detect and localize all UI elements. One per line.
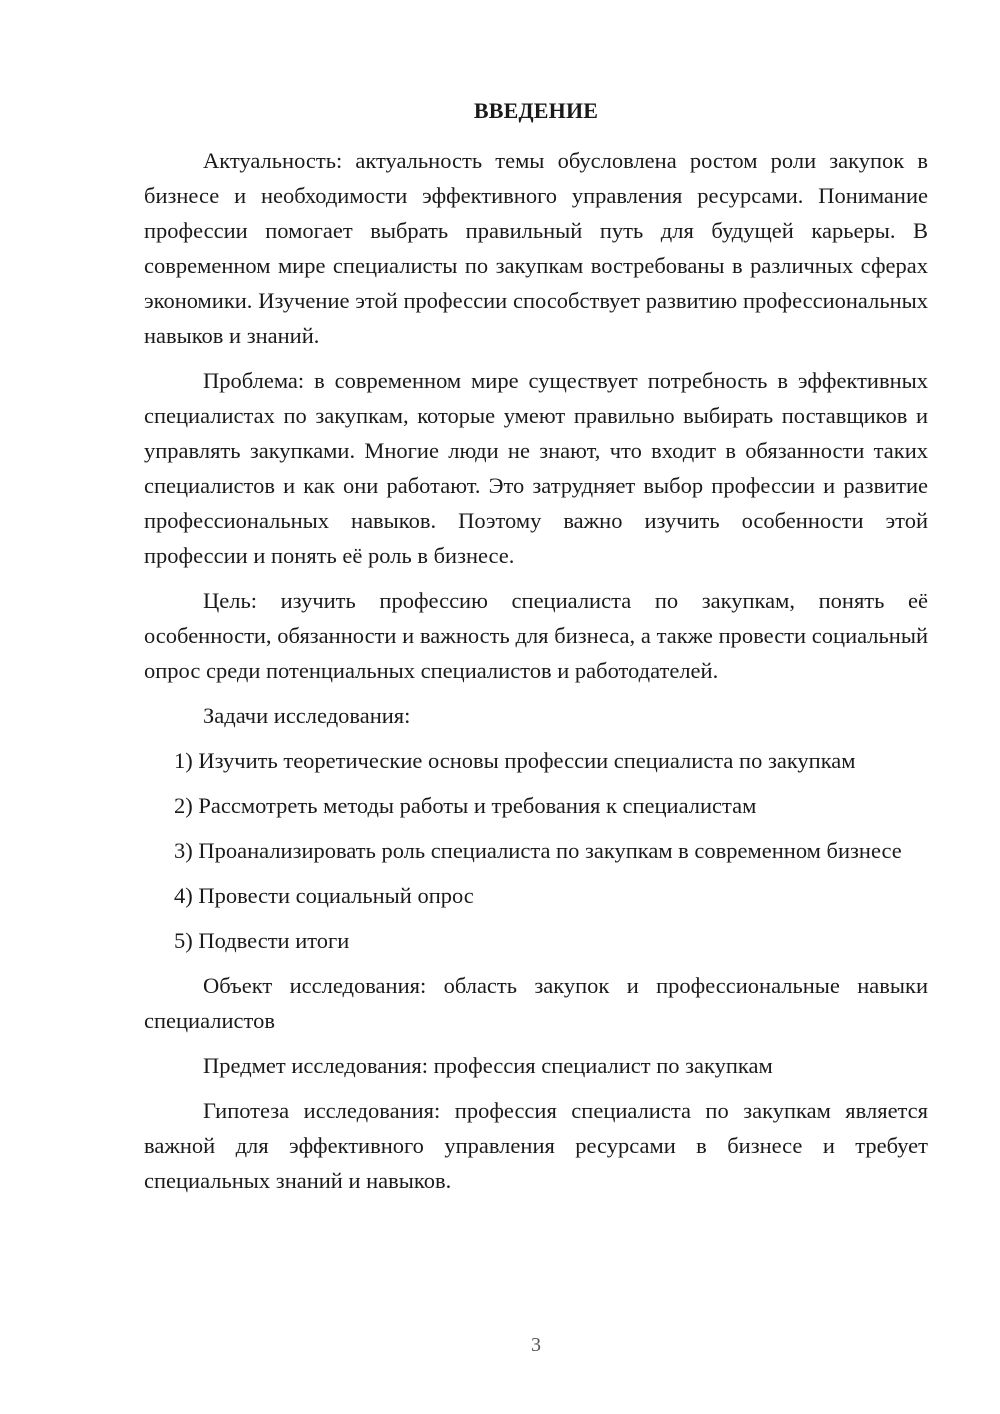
paragraph-relevance: Актуальность: актуальность темы обусловлена ростом роли закупок в бизнесе и необходимости эффективного управления ресурсами. Понимание профессии помогает выбрать правильный путь для будущей карьеры. В современном мире специалисты по закупкам востребованы в различных сферах экономики. Изучение этой профессии способствует развитию профессиональных навыков и знаний. xyxy=(144,148,928,348)
task-item-5: 5) Подвести итоги xyxy=(174,928,350,953)
task-item-1: 1) Изучить теоретические основы профессии специалиста по закупкам xyxy=(174,748,856,773)
paragraph-hypothesis: Гипотеза исследования: профессия специалиста по закупкам является важной для эффективного управления ресурсами в бизнесе и требует специальных знаний и навыков. xyxy=(144,1098,928,1193)
tasks-heading: Задачи исследования: xyxy=(203,703,411,728)
paragraph-problem: Проблема: в современном мире существует потребность в эффективных специалистах по закупкам, которые умеют правильно выбирать поставщиков и управлять закупками. Многие люди не знают, что входит в обязанности таких специалистов и как они работают. Это затрудняет выбор профессии и развитие профессиональных навыков. Поэтому важно изучить особенности этой профессии и понять её роль в бизнесе. xyxy=(144,368,928,568)
task-item-4: 4) Провести социальный опрос xyxy=(174,883,474,908)
task-item-2: 2) Рассмотреть методы работы и требования к специалистам xyxy=(174,793,757,818)
paragraph-subject: Предмет исследования: профессия специалист по закупкам xyxy=(203,1053,773,1078)
paragraph-object: Объект исследования: область закупок и профессиональные навыки специалистов xyxy=(144,973,928,1033)
page-title: ВВЕДЕНИЕ xyxy=(473,98,599,123)
task-item-3: 3) Проанализировать роль специалиста по закупкам в современном бизнесе xyxy=(174,838,902,863)
page-number: 3 xyxy=(531,1334,541,1356)
document-body xyxy=(144,143,928,1208)
paragraph-goal: Цель: изучить профессию специалиста по закупкам, понять её особенности, обязанности и важность для бизнеса, а также провести социальный опрос среди потенциальных специалистов и работодателей. xyxy=(144,588,928,683)
